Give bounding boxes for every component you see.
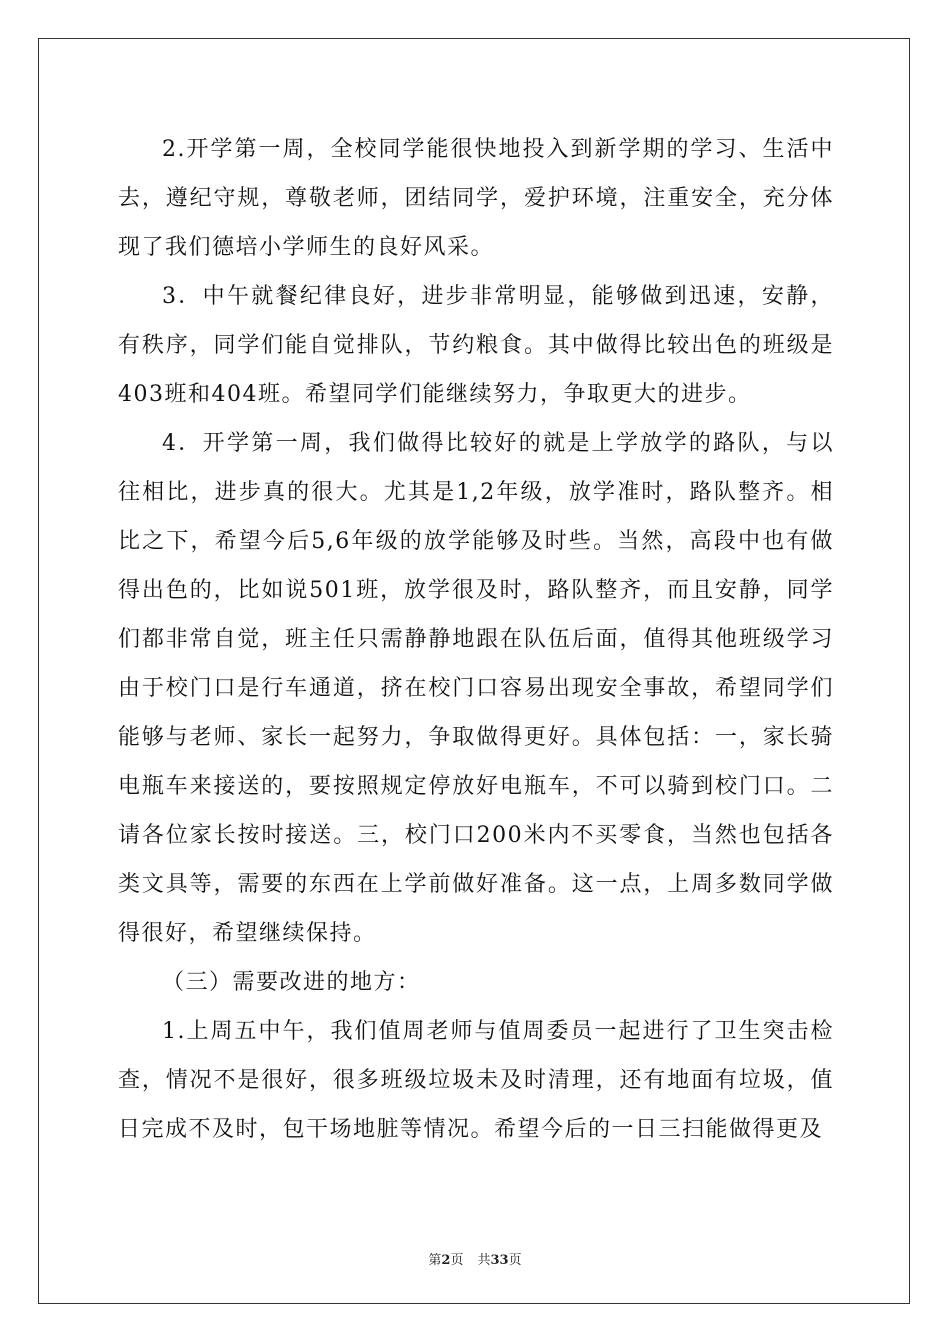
paragraph-item-2: 2.开学第一周，全校同学能很快地投入到新学期的学习、生活中去，遵纪守规，尊敬老师，团结同学，爱护环境，注重安全，充分体现了我们德培小学师生的良好风采。	[118, 137, 834, 260]
total-unit: 页	[508, 1253, 522, 1268]
page-current: 2	[441, 1253, 451, 1268]
page-prefix: 第	[428, 1253, 442, 1268]
section-heading: （三）需要改进的地方：	[162, 970, 421, 995]
page-footer	[0, 1249, 950, 1268]
paragraph-item-4: 4．开学第一周，我们做得比较好的就是上学放学的路队，与以往相比，进步真的很大。尤其是1,2年级，放学准时，路队整齐。相比之下，希望今后5,6年级的放学能够及时些。当然，高段中也有做得出色的，比如说501班，放学很及时，路队整齐，而且安静，同学们都非常自觉，班主任只需静静地跟在队伍后面，值得其他班级学习由于校门口是行车通道，挤在校门口容易出现安全事故，希望同学们能够与老师、家长一起努力，争取做得更好。具体包括：一，家长骑电瓶车来接送的，要按照规定停放好电瓶车，不可以骑到校门口。二请各位家长按时接送。三，校门口200米内不买零食，当然也包括各类文具等，需要的东西在上学前做好准备。这一点，上周多数同学做得很好，希望继续保持。	[118, 431, 834, 946]
paragraph-item-3: 3．中午就餐纪律良好，进步非常明显，能够做到迅速，安静，有秩序，同学们能自觉排队，节约粮食。其中做得比较出色的班级是403班和404班。希望同学们能继续努力，争取更大的进步。	[118, 284, 834, 407]
total-prefix: 共	[477, 1253, 491, 1268]
page-total: 33	[490, 1253, 509, 1268]
page-unit: 页	[450, 1253, 464, 1268]
paragraph-improve-1: 1.上周五中午，我们值周老师与值周委员一起进行了卫生突击检查，情况不是很好，很多班级垃圾未及时清理，还有地面有垃圾，值日完成不及时，包干场地脏等情况。希望今后的一日三扫能做得更及	[118, 1019, 834, 1142]
document-body	[118, 125, 834, 1154]
